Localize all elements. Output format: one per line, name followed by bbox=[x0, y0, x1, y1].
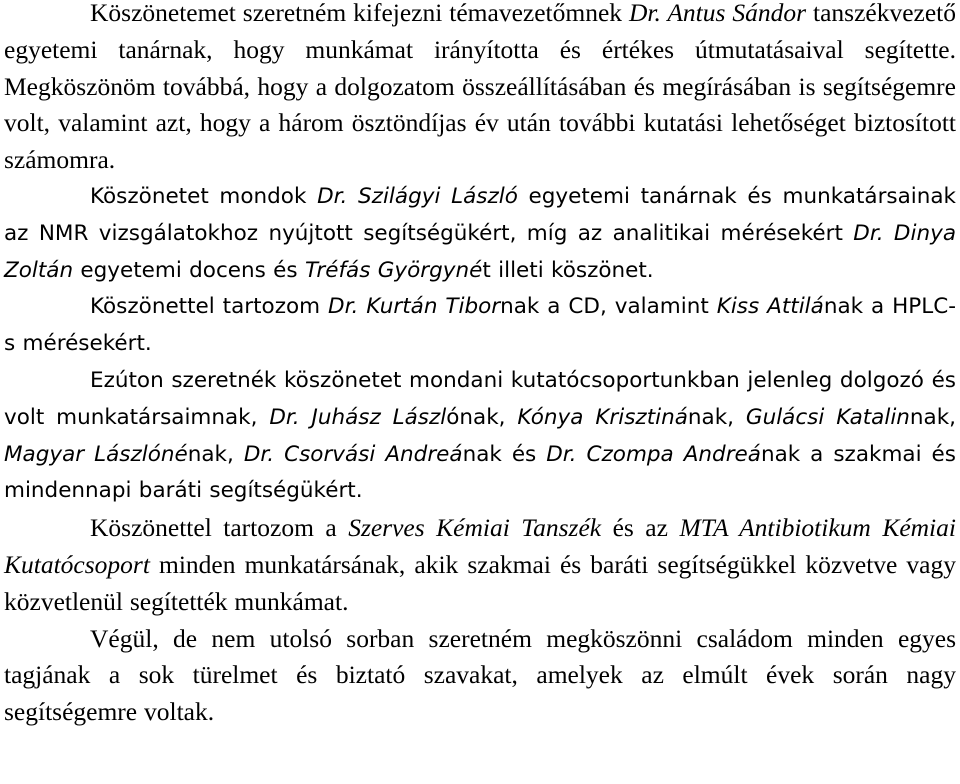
text-run: Köszönettel tartozom bbox=[90, 294, 329, 320]
text-run: Köszönetemet szeretném kifejezni témavezetőmnek bbox=[90, 0, 629, 27]
name-magyar-laszlone: Magyar Lászlóné bbox=[4, 441, 188, 467]
name-juhasz-laszlo: Dr. Juhász Lászl bbox=[269, 404, 447, 430]
paragraph-supervisor-thanks bbox=[4, 0, 956, 179]
text-run: minden munkatársának, akik szakmai és baráti segítségükkel közvetve vagy közvetlenül segítették munkámat. bbox=[4, 549, 956, 616]
text-run: egyetemi tanárnak és munkatársainak az NMR vizsgálatokhoz nyújtott segítségükért, míg az analitikai mérésekért bbox=[4, 183, 957, 246]
name-szilagyi-laszlo: Dr. Szilágyi László bbox=[317, 183, 518, 209]
paragraph-department-thanks bbox=[4, 510, 956, 620]
name-konya-krisztina: Kónya Krisztiná bbox=[517, 404, 688, 430]
name-dinya-zoltan: Dr. Dinya Zoltán bbox=[4, 220, 956, 283]
text-run: Végül, de nem utolsó sorban szeretném megköszönni családom minden egyes tagjának a sok türelmet és biztató szavakat, amelyek az elmúlt évek során nagy segítségemre voltak. bbox=[4, 623, 956, 727]
text-run: nak a szakmai és mindennapi baráti segítségükért. bbox=[4, 441, 956, 504]
name-gulacsi-katalin: Gulácsi Katalin bbox=[745, 404, 910, 430]
text-run: nak, bbox=[687, 404, 746, 430]
text-run: nak és bbox=[462, 441, 547, 467]
text-run: t illeti köszönet. bbox=[482, 257, 654, 283]
name-szerves-kemiai-tanszek: Szerves Kémiai Tanszék bbox=[348, 513, 602, 543]
text-run: ónak, bbox=[446, 404, 518, 430]
name-kurtan-tibor: Dr. Kurtán Tibor bbox=[328, 294, 501, 320]
text-run: Ezúton szeretnék köszönetet mondani kutatócsoportunkban jelenleg dolgozó és volt munkatársaimnak, bbox=[4, 367, 956, 430]
text-run: nak a CD, valamint bbox=[500, 294, 717, 320]
name-kiss-attila: Kiss Attilá bbox=[716, 294, 824, 320]
text-run: tanszékvezető egyetemi tanárnak, hogy munkámat irányította és értékes útmutatásaival segítette. Megköszönöm továbbá, hogy a dolgozatom összeállításában és megírásában is segítségemre volt, valamint azt, hogy a három ösztöndíjas év után további kutatási lehetőséget biztosított számomra. bbox=[4, 0, 956, 175]
paragraph-family-thanks bbox=[4, 621, 956, 731]
text-run: és az bbox=[601, 513, 680, 543]
text-run: Köszönettel tartozom a bbox=[90, 513, 349, 543]
name-csorvasi-andrea: Dr. Csorvási Andreá bbox=[243, 441, 463, 467]
paragraph-cd-hplc-thanks bbox=[4, 289, 956, 363]
paragraph-nmr-thanks bbox=[4, 179, 956, 289]
name-czompa-andrea: Dr. Czompa Andreá bbox=[546, 441, 761, 467]
text-run: nak, bbox=[187, 441, 244, 467]
text-run: Köszönetet mondok bbox=[90, 183, 318, 209]
name-trefas-gyorgyne: Tréfás Györgyné bbox=[304, 257, 483, 283]
name-antus-sandor: Dr. Antus Sándor bbox=[628, 0, 807, 27]
paragraph-colleagues-thanks bbox=[4, 363, 956, 510]
text-run: nak, bbox=[909, 404, 957, 430]
text-run: egyetemi docens és bbox=[73, 257, 305, 283]
name-mta-antibiotikum: MTA Antibiotikum Kémiai Kutatócsoport bbox=[4, 513, 956, 579]
text-run: nak a HPLC-s mérésekért. bbox=[4, 294, 957, 357]
